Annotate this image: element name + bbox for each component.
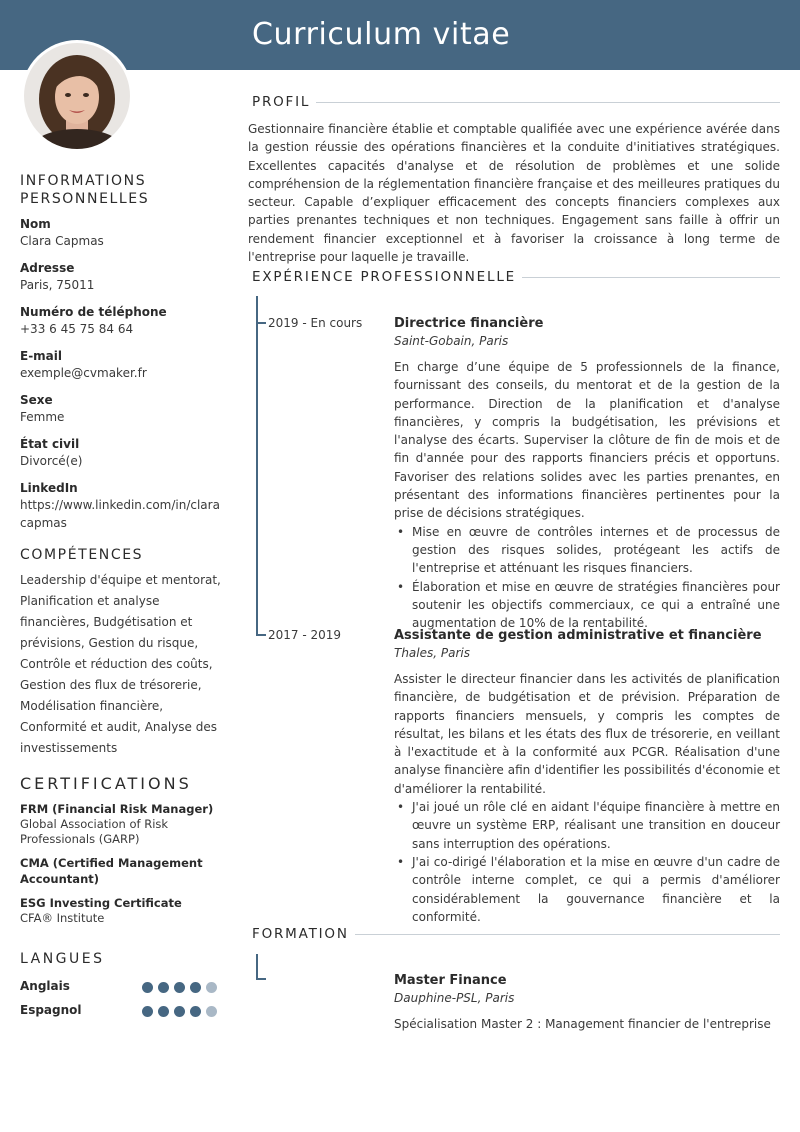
school-name: Dauphine-PSL, Paris	[394, 991, 515, 1005]
field-value: Paris, 75011	[20, 278, 95, 292]
field-gender	[20, 392, 225, 426]
skills-heading: COMPÉTENCES	[20, 547, 144, 563]
field-phone	[20, 304, 225, 338]
field-value: Femme	[20, 410, 65, 424]
certification-item	[20, 855, 225, 887]
list-item: • Élaboration et mise en œuvre de stratégies financières pour soutenir les objectifs commerciaux, ce qui a entraîné une augmentation de 10% de la rentabilité.	[394, 578, 780, 633]
certification-item	[20, 895, 225, 926]
job-achievements	[394, 523, 780, 633]
level-dot-filled	[158, 1006, 169, 1017]
level-dot-filled	[142, 982, 153, 993]
experience-timeline	[256, 296, 258, 636]
job-entry	[394, 315, 780, 632]
education-entry	[394, 972, 780, 1033]
degree-title: Master Finance	[394, 973, 507, 988]
certification-item	[20, 801, 225, 847]
timeline-marker	[256, 634, 266, 636]
degree-description: Spécialisation Master 2 : Management financier de l'entreprise	[394, 1017, 771, 1031]
job-company: Saint-Gobain, Paris	[394, 334, 509, 348]
timeline-marker	[256, 978, 266, 980]
field-name	[20, 216, 225, 250]
level-dot-filled	[174, 1006, 185, 1017]
field-value: exemple@cvmaker.fr	[20, 366, 147, 380]
level-dot-empty	[206, 982, 217, 993]
field-linkedin	[20, 480, 225, 532]
language-name: Espagnol	[20, 1003, 82, 1017]
field-label: Sexe	[20, 393, 53, 407]
timeline-marker	[256, 322, 266, 324]
experience-section-heading	[252, 269, 780, 285]
field-label: E-mail	[20, 349, 63, 363]
list-item: • Mise en œuvre de contrôles internes et de processus de gestion des risques solides, protégeant les actifs de l'entreprise et atténuant les risques financiers.	[394, 523, 780, 578]
level-dot-filled	[158, 982, 169, 993]
certification-org: CFA® Institute	[20, 911, 105, 925]
field-label: LinkedIn	[20, 481, 78, 495]
field-value: Divorcé(e)	[20, 454, 83, 468]
field-email	[20, 348, 225, 382]
job-title: Assistante de gestion administrative et financière	[394, 628, 762, 643]
language-level-dots	[142, 1006, 217, 1017]
language-row	[20, 978, 225, 1002]
field-value: Clara Capmas	[20, 234, 104, 248]
education-timeline	[256, 954, 258, 980]
field-address	[20, 260, 225, 294]
languages-heading: LANGUES	[20, 951, 105, 967]
language-level-dots	[142, 982, 217, 993]
job-dates: 2019 - En cours	[268, 316, 363, 330]
level-dot-filled	[190, 1006, 201, 1017]
section-divider	[316, 102, 780, 103]
certification-name: ESG Investing Certificate	[20, 896, 182, 910]
skills-list: Leadership d'équipe et mentorat, Planification et analyse financières, Budgétisation et prévisions, Gestion du risque, Contrôle et réduction des coûts, Gestion des flux de trésorerie, Modélisation financière, Conformité et audit, Analyse des investissements	[20, 573, 221, 755]
language-name: Anglais	[20, 979, 70, 993]
field-label: Nom	[20, 217, 51, 231]
language-row	[20, 1002, 225, 1026]
job-achievements	[394, 798, 780, 926]
job-company: Thales, Paris	[394, 646, 470, 660]
field-value: +33 6 45 75 84 64	[20, 322, 134, 336]
section-heading-text: PROFIL	[252, 94, 311, 110]
field-label: État civil	[20, 437, 80, 451]
job-title: Directrice financière	[394, 316, 544, 331]
section-heading-text: FORMATION	[252, 926, 349, 942]
personal-info-heading: INFORMATIONS PERSONNELLES	[20, 173, 150, 207]
certification-name: CMA (Certified Management Accountant)	[20, 856, 203, 886]
document-title: Curriculum vitae	[252, 17, 511, 52]
list-item: • J'ai joué un rôle clé en aidant l'équipe financière à mettre en œuvre un système ERP, réalisant une transition en douceur sans interruption des opérations.	[394, 798, 780, 853]
certification-name: FRM (Financial Risk Manager)	[20, 802, 214, 816]
field-marital-status	[20, 436, 225, 470]
section-divider	[355, 934, 780, 935]
job-dates: 2017 - 2019	[268, 628, 342, 642]
level-dot-filled	[174, 982, 185, 993]
field-label: Numéro de téléphone	[20, 305, 167, 319]
section-divider	[522, 277, 780, 278]
field-label: Adresse	[20, 261, 75, 275]
certifications-heading: CERTIFICATIONS	[20, 774, 192, 793]
profile-section-heading	[252, 94, 780, 110]
level-dot-filled	[190, 982, 201, 993]
profile-summary: Gestionnaire financière établie et comptable qualifiée avec une expérience avérée dans la gestion réussie des opérations financières et la conduite d'initiatives stratégiques. Excellentes capacités d'analyse et de résolution de problèmes et une solide compréhension de la réglementation financière française et des meilleures pratiques du secteur. Capable d’expliquer efficacement des concepts financiers complexes aux parties prenantes techniques et non techniques. Engagement sans faille à offrir un rendement financier exceptionnel et à favoriser la croissance à long terme de l'entreprise pour laquelle je travaille.	[248, 122, 780, 265]
job-description: En charge d’une équipe de 5 professionnels de la finance, fournissant des conseils, du mentorat et de la gestion de la performance. Direction de la planification et d'analyse financières, y compris la budgétisation, les prévisions et l'analyse des écarts. Superviser la clôture de fin de mois et de fin d'année pour des rapports financiers précis et opportuns. Favoriser des relations solides avec les parties prenantes, en présentant des informations financières pertinentes pour la prise de décisions stratégiques.	[394, 360, 780, 521]
level-dot-empty	[206, 1006, 217, 1017]
certification-org: Global Association of Risk Professionals (GARP)	[20, 817, 169, 846]
profile-photo-image	[24, 43, 130, 149]
job-description: Assister le directeur financier dans les activités de planification financière, de budgétisation et de prévision. Préparation de rapports financiers mensuels, y compris les comptes de résultat, les bilans et les états des flux de trésorerie, en veillant à l'exactitude et à la conformité aux PCGR. Réalisation d'une analyse financière afin d'identifier les possibilités d'économie et d'améliorer la rentabilité.	[394, 672, 780, 796]
sidebar	[20, 172, 225, 1026]
level-dot-filled	[142, 1006, 153, 1017]
job-entry	[394, 627, 780, 926]
education-section-heading	[252, 926, 780, 942]
profile-photo	[21, 40, 133, 152]
list-item: • J'ai co-dirigé l'élaboration et la mise en œuvre d'un cadre de contrôle interne complet, ce qui a permis d'améliorer considérablement la gouvernance financière et la conformité.	[394, 853, 780, 926]
section-heading-text: EXPÉRIENCE PROFESSIONNELLE	[252, 269, 516, 285]
linkedin-link[interactable]: https://www.linkedin.com/in/claracapmas	[20, 498, 220, 530]
